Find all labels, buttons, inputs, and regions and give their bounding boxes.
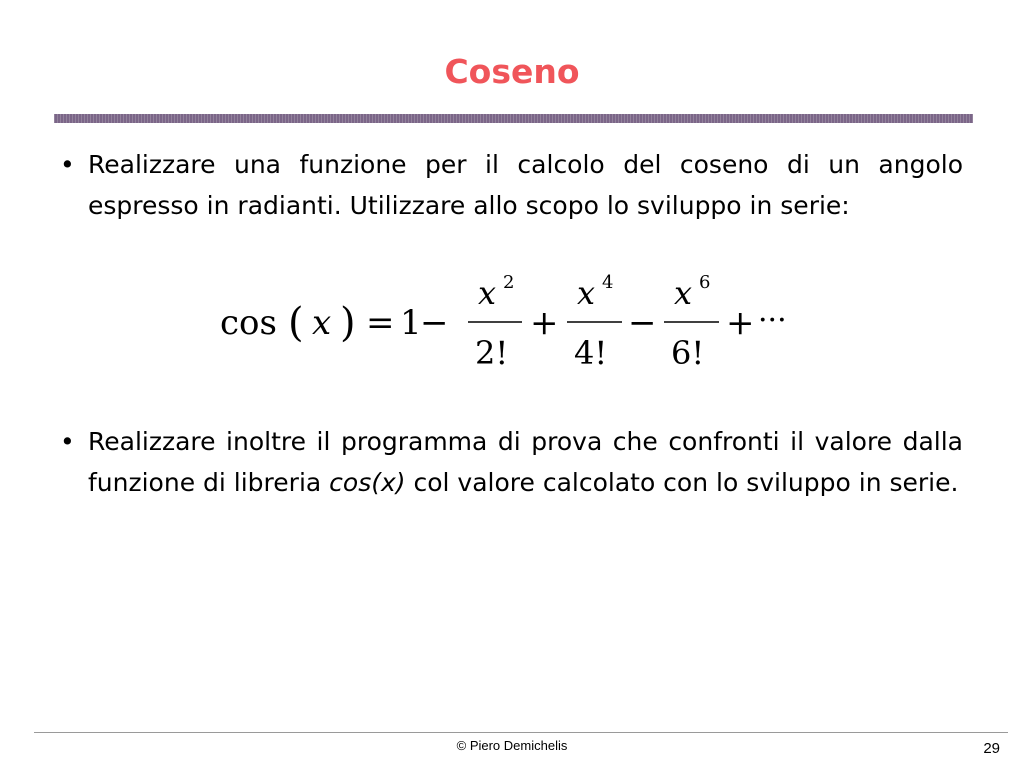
page-number: 29 [983,740,1000,757]
bullet-marker: • [60,427,75,456]
bullet-marker: • [60,150,75,179]
formula-term1-denominator: 2! [475,334,509,372]
formula-term3-numerator: x [674,274,693,312]
formula-term2-exponent: 4 [602,272,614,293]
formula-term1-numerator: x [478,274,497,312]
formula-arg: x [312,303,332,343]
code-reference: cos(x) [329,467,406,497]
bullet-text-part: Realizzare inoltre il programma di prova che confronti il valore dalla funzione di libreria [88,427,963,497]
title-divider [54,114,973,123]
formula-term3-exponent: 6 [699,272,711,293]
formula-ellipsis: ··· [758,303,787,338]
bullet-text [88,422,963,503]
formula-plus: + [726,303,755,343]
bullet-item-2 [60,422,963,503]
formula-minus: − [628,303,657,343]
formula-lparen: ( [288,300,304,346]
formula-term2-numerator: x [577,274,596,312]
footer-copyright: © Piero Demichelis [456,738,568,753]
formula-equals: = [366,303,395,343]
formula-term3-denominator: 6! [671,334,705,372]
bullet-text: Realizzare una funzione per il calcolo del coseno di un angolo espresso in radianti. Utilizzare allo scopo lo sviluppo in serie: [88,150,963,220]
formula-plus: + [530,303,559,343]
formula-rparen: ) [340,300,356,346]
slide-title: Coseno [444,52,580,91]
formula-minus: − [420,303,449,343]
formula-cos: cos [220,303,277,343]
formula-term1-exponent: 2 [503,272,515,293]
formula-term2-denominator: 4! [574,334,608,372]
cosine-series-formula [220,270,820,380]
formula-one: 1 [400,303,422,343]
bullet-text-part: col valore calcolato con lo sviluppo in serie. [405,467,959,497]
bullet-item-1 [60,145,963,226]
footer-divider [34,732,1008,733]
